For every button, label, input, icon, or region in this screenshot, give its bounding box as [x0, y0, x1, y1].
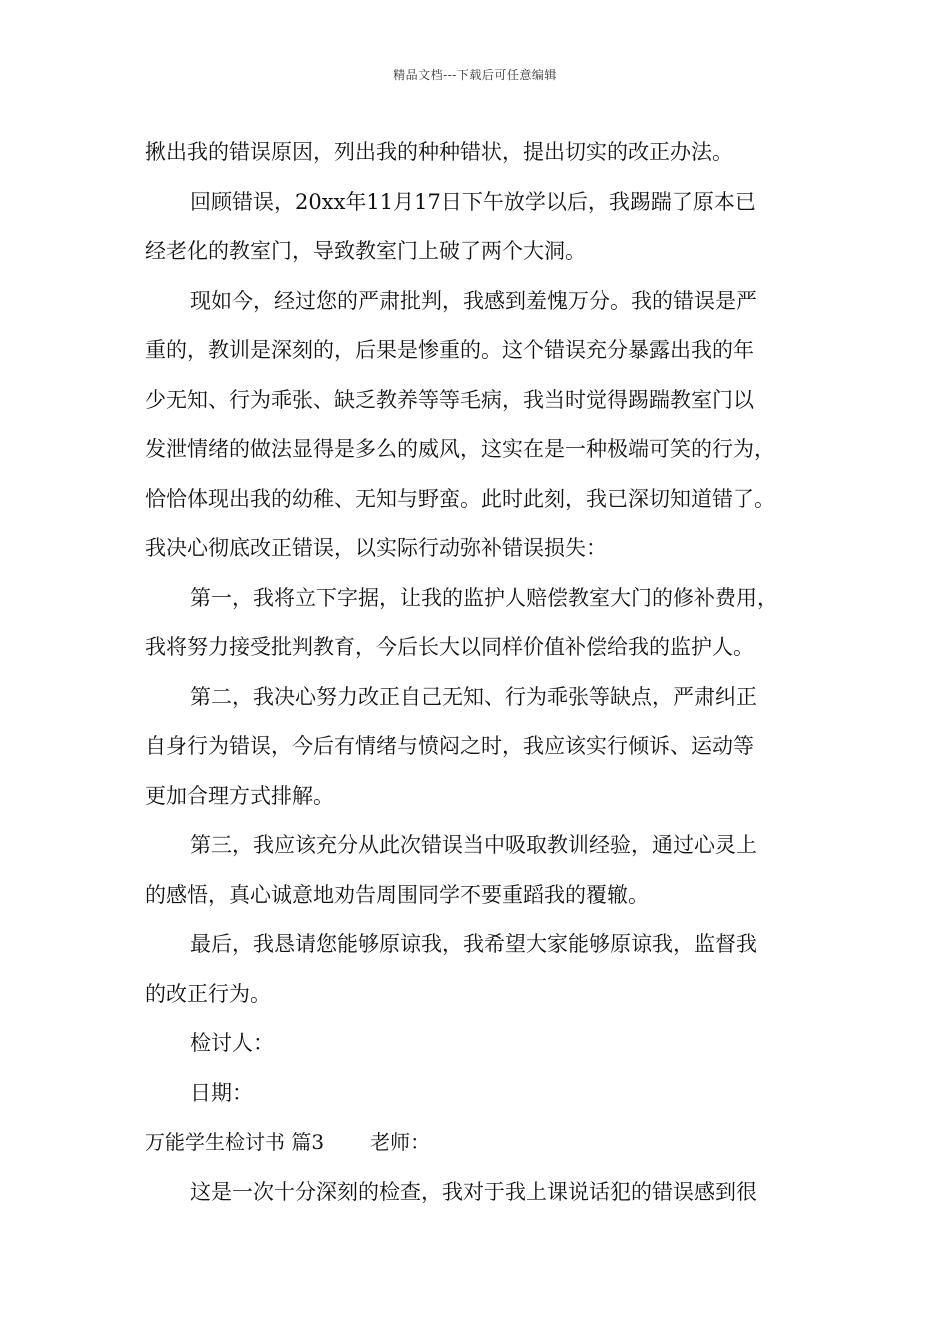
- paragraph-start-line: 现如今，经过您的严肃批判，我感到羞愧万分。我的错误是严: [190, 288, 757, 313]
- section-heading-line: [145, 1118, 825, 1168]
- text-line: 的改正行为。: [145, 981, 271, 1006]
- date-label: 日期：: [190, 1080, 253, 1105]
- paragraph-start-line: 最后，我恳请您能够原谅我，我希望大家能够原谅我，监督我: [190, 932, 757, 956]
- text-line: 恰恰体现出我的幼稚、无知与野蛮。此时此刻，我已深切知道错了。: [145, 486, 775, 511]
- salutation: 老师：: [370, 1130, 431, 1154]
- text-line: 更加合理方式排解。: [145, 783, 334, 808]
- text-line: 揪出我的错误原因，列出我的种种错状，提出切实的改正办法。: [145, 140, 733, 164]
- text-line: 我将努力接受批判教育，今后长大以同样价值补偿给我的监护人。: [145, 635, 754, 659]
- text-line: 的感悟，真心诚意地劝告周围同学不要重蹈我的覆辙。: [145, 882, 649, 907]
- text-line: 我决心彻底改正错误，以实际行动弥补错误损失：: [145, 536, 607, 560]
- paragraph-start-line: 第二，我决心努力改正自己无知、行为乖张等缺点，严肃纠正: [190, 684, 757, 709]
- text-line: 少无知、行为乖张、缺乏教养等等毛病，我当时觉得踢踹教室门以: [145, 387, 754, 412]
- page-header: 精品文档---下载后可任意编辑: [393, 68, 557, 82]
- paragraph-start-line: 第一，我将立下字据，让我的监护人赔偿教室大门的修补费用，: [190, 585, 778, 610]
- signer-label: 检讨人：: [190, 1031, 274, 1055]
- text-line: 重的，教训是深刻的，后果是惨重的。这个错误充分暴露出我的年: [145, 338, 754, 362]
- section-title: 万能学生检讨书 篇3: [145, 1130, 325, 1154]
- paragraph-start-line: 第三，我应该充分从此次错误当中吸取教训经验，通过心灵上: [190, 833, 757, 857]
- paragraph-start-line: 这是一次十分深刻的检查，我对于我上课说话犯的错误感到很: [190, 1179, 757, 1204]
- text-line: 自身行为错误，今后有情绪与愤闷之时，我应该实行倾诉、运动等: [145, 734, 754, 758]
- text-line: 经老化的教室门，导致教室门上破了两个大洞。: [145, 239, 586, 263]
- paragraph-start-line: 回顾错误，20xx年11月17日下午放学以后，我踢踹了原本已: [190, 189, 756, 214]
- document-body: [145, 128, 825, 1217]
- text-line: 发泄情绪的做法显得是多么的威风，这实在是一种极端可笑的行为，: [145, 437, 775, 461]
